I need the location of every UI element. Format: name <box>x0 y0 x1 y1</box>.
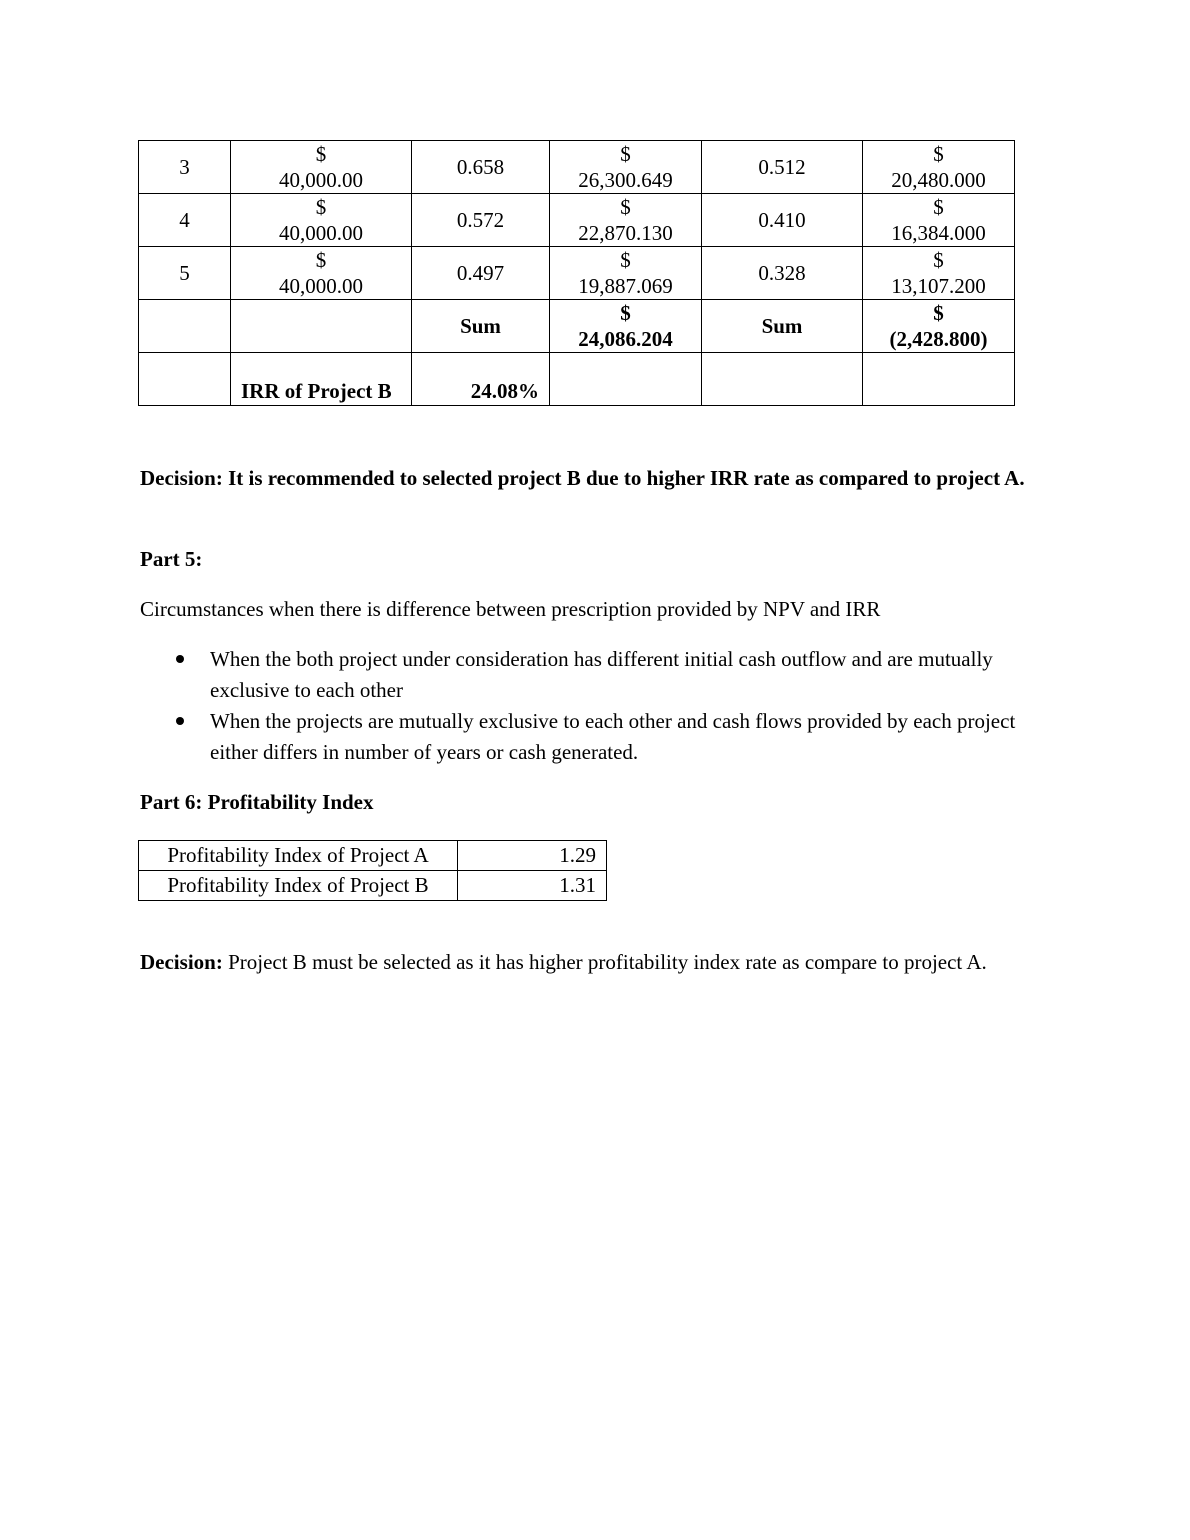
part5-heading: Part 5: <box>140 547 203 571</box>
discount-factor-2-cell: 0.512 <box>702 141 863 194</box>
year-cell: 3 <box>139 141 231 194</box>
irr-value: 24.08% <box>412 353 550 406</box>
irr-decision-text: Decision: It is recommended to selected project B due to higher IRR rate as compared to project A. <box>140 466 1025 490</box>
irr-row <box>139 353 1015 406</box>
cash-flow-cell: $ 40,000.00 <box>231 247 412 300</box>
sum-present-value-2: $ (2,428.800) <box>863 300 1015 353</box>
table-row <box>139 141 1015 194</box>
empty-cell <box>863 353 1015 406</box>
discount-factor-2-cell: 0.410 <box>702 194 863 247</box>
empty-cell <box>139 353 231 406</box>
present-value-1-cell: $ 19,887.069 <box>550 247 702 300</box>
discount-factor-2-cell: 0.328 <box>702 247 863 300</box>
pi-value-cell: 1.31 <box>458 871 607 901</box>
empty-cell <box>550 353 702 406</box>
present-value-1-cell: $ 22,870.130 <box>550 194 702 247</box>
part5-intro: Circumstances when there is difference between prescription provided by NPV and IRR <box>140 597 881 621</box>
sum-label-1: Sum <box>412 300 550 353</box>
pi-label-cell: Profitability Index of Project B <box>139 871 458 901</box>
year-cell: 4 <box>139 194 231 247</box>
present-value-2-cell: $ 16,384.000 <box>863 194 1015 247</box>
discount-factor-1-cell: 0.658 <box>412 141 550 194</box>
empty-cell <box>231 300 412 353</box>
pi-decision-text <box>140 947 1040 978</box>
year-cell: 5 <box>139 247 231 300</box>
present-value-2-cell: $ 20,480.000 <box>863 141 1015 194</box>
table-row <box>139 841 607 871</box>
part5-bullet-list <box>140 644 1040 768</box>
part6-heading: Part 6: Profitability Index <box>140 790 374 814</box>
list-item: When the projects are mutually exclusive to each other and cash flows provided by each project either differs in number of years or cash generated. <box>140 706 1040 768</box>
sum-present-value-1: $ 24,086.204 <box>550 300 702 353</box>
table-row <box>139 871 607 901</box>
empty-cell <box>139 300 231 353</box>
irr-label: IRR of Project B <box>231 353 412 406</box>
profitability-index-table <box>138 840 607 901</box>
discount-factor-1-cell: 0.497 <box>412 247 550 300</box>
pi-decision-label: Decision: <box>140 950 223 974</box>
cash-flow-cell: $ 40,000.00 <box>231 194 412 247</box>
bullet-icon <box>176 655 184 663</box>
irr-table <box>138 140 1015 406</box>
pi-value-cell: 1.29 <box>458 841 607 871</box>
table-row <box>139 247 1015 300</box>
pi-decision-body: Project B must be selected as it has higher profitability index rate as compare to project A. <box>222 950 987 974</box>
list-item: When the both project under consideration has different initial cash outflow and are mutually exclusive to each other <box>140 644 1040 706</box>
empty-cell <box>702 353 863 406</box>
sum-row <box>139 300 1015 353</box>
bullet-icon <box>176 717 184 725</box>
present-value-1-cell: $ 26,300.649 <box>550 141 702 194</box>
cash-flow-cell: $ 40,000.00 <box>231 141 412 194</box>
pi-label-cell: Profitability Index of Project A <box>139 841 458 871</box>
present-value-2-cell: $ 13,107.200 <box>863 247 1015 300</box>
table-row <box>139 194 1015 247</box>
sum-label-2: Sum <box>702 300 863 353</box>
discount-factor-1-cell: 0.572 <box>412 194 550 247</box>
